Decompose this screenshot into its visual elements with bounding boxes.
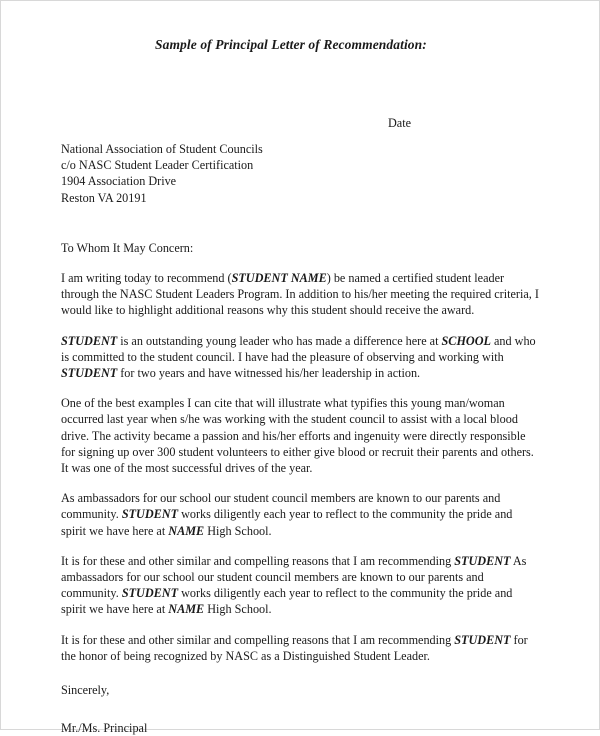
salutation: To Whom It May Concern: (61, 240, 194, 255)
emphasis-token: STUDENT (454, 553, 511, 568)
address-line: National Association of Student Councils (61, 142, 263, 156)
paragraph-closing-recommendation (61, 632, 539, 664)
text-run: for two years and have witnessed his/her leadership in action. (117, 366, 421, 381)
text-run: As ambassadors for our school our student council members are known to our parents and community. (61, 553, 527, 601)
text-run: and who is committed to the student council. I have had the pleasure of observing and working with (61, 333, 536, 364)
text-run: is an outstanding young leader who has made a difference here at (117, 333, 442, 348)
recipient-address-block (61, 141, 539, 206)
paragraph-intro (61, 270, 539, 319)
signer-name: Mr./Ms. Principal (61, 721, 148, 736)
emphasis-token: STUDENT NAME (231, 271, 327, 286)
text-run: I am writing today to recommend ( (61, 271, 232, 286)
emphasis-token: NAME (168, 602, 205, 617)
emphasis-token: STUDENT (61, 333, 118, 348)
sign-off: Sincerely, (61, 683, 110, 698)
paragraph-leadership (61, 333, 539, 382)
emphasis-token: SCHOOL (441, 333, 491, 348)
text-run: for the honor of being recognized by NASC as a Distinguished Student Leader. (61, 632, 528, 663)
text-run: works diligently each year to reflect to the community the pride and spirit we have here at (61, 586, 513, 617)
date-placeholder: Date (388, 116, 412, 130)
text-run: It is for these and other similar and compelling reasons that I am recommending (61, 632, 455, 647)
text-run: As ambassadors for our school our student council members are known to our parents and community. (61, 491, 501, 522)
address-line: 1904 Association Drive (61, 174, 177, 189)
paragraph-recommending-repeat (61, 553, 539, 618)
emphasis-token: STUDENT (121, 586, 179, 601)
text-run: ) be named a certified student leader through the NASC Student Leaders Program. In addition to his/her meeting the required criteria, I would like to highlight additional reasons why this student should receive the award. (61, 271, 539, 318)
text-run: It is for these and other similar and compelling reasons that I am recommending (61, 553, 455, 568)
address-line: Reston VA 20191 (61, 190, 147, 205)
paragraph-ambassadors (61, 490, 539, 539)
emphasis-token: STUDENT (121, 507, 179, 522)
paragraph-blood-drive-example (61, 395, 539, 476)
emphasis-token: STUDENT (61, 366, 118, 381)
letter-paragraphs (61, 270, 539, 664)
text-run: High School. (204, 602, 272, 617)
page-title: Sample of Principal Letter of Recommendation: (155, 37, 427, 52)
text-run: One of the best examples I can cite that will illustrate what typifies this young man/woman occurred last year when s/he was working with the student council to assist with a local blood drive. The activity became a passion and his/her efforts and ingenuity were directly responsible for signing up over 300 student volunteers to either give blood or recruit their parents and others. It was one of the most successful drives of the year. (61, 396, 534, 476)
text-run: High School. (204, 523, 272, 538)
text-run: works diligently each year to reflect to the community the pride and spirit we have here at (61, 507, 513, 538)
address-line: c/o NASC Student Leader Certification (61, 158, 254, 173)
letter-body (61, 141, 539, 736)
emphasis-token: STUDENT (454, 632, 511, 647)
emphasis-token: NAME (168, 523, 205, 538)
